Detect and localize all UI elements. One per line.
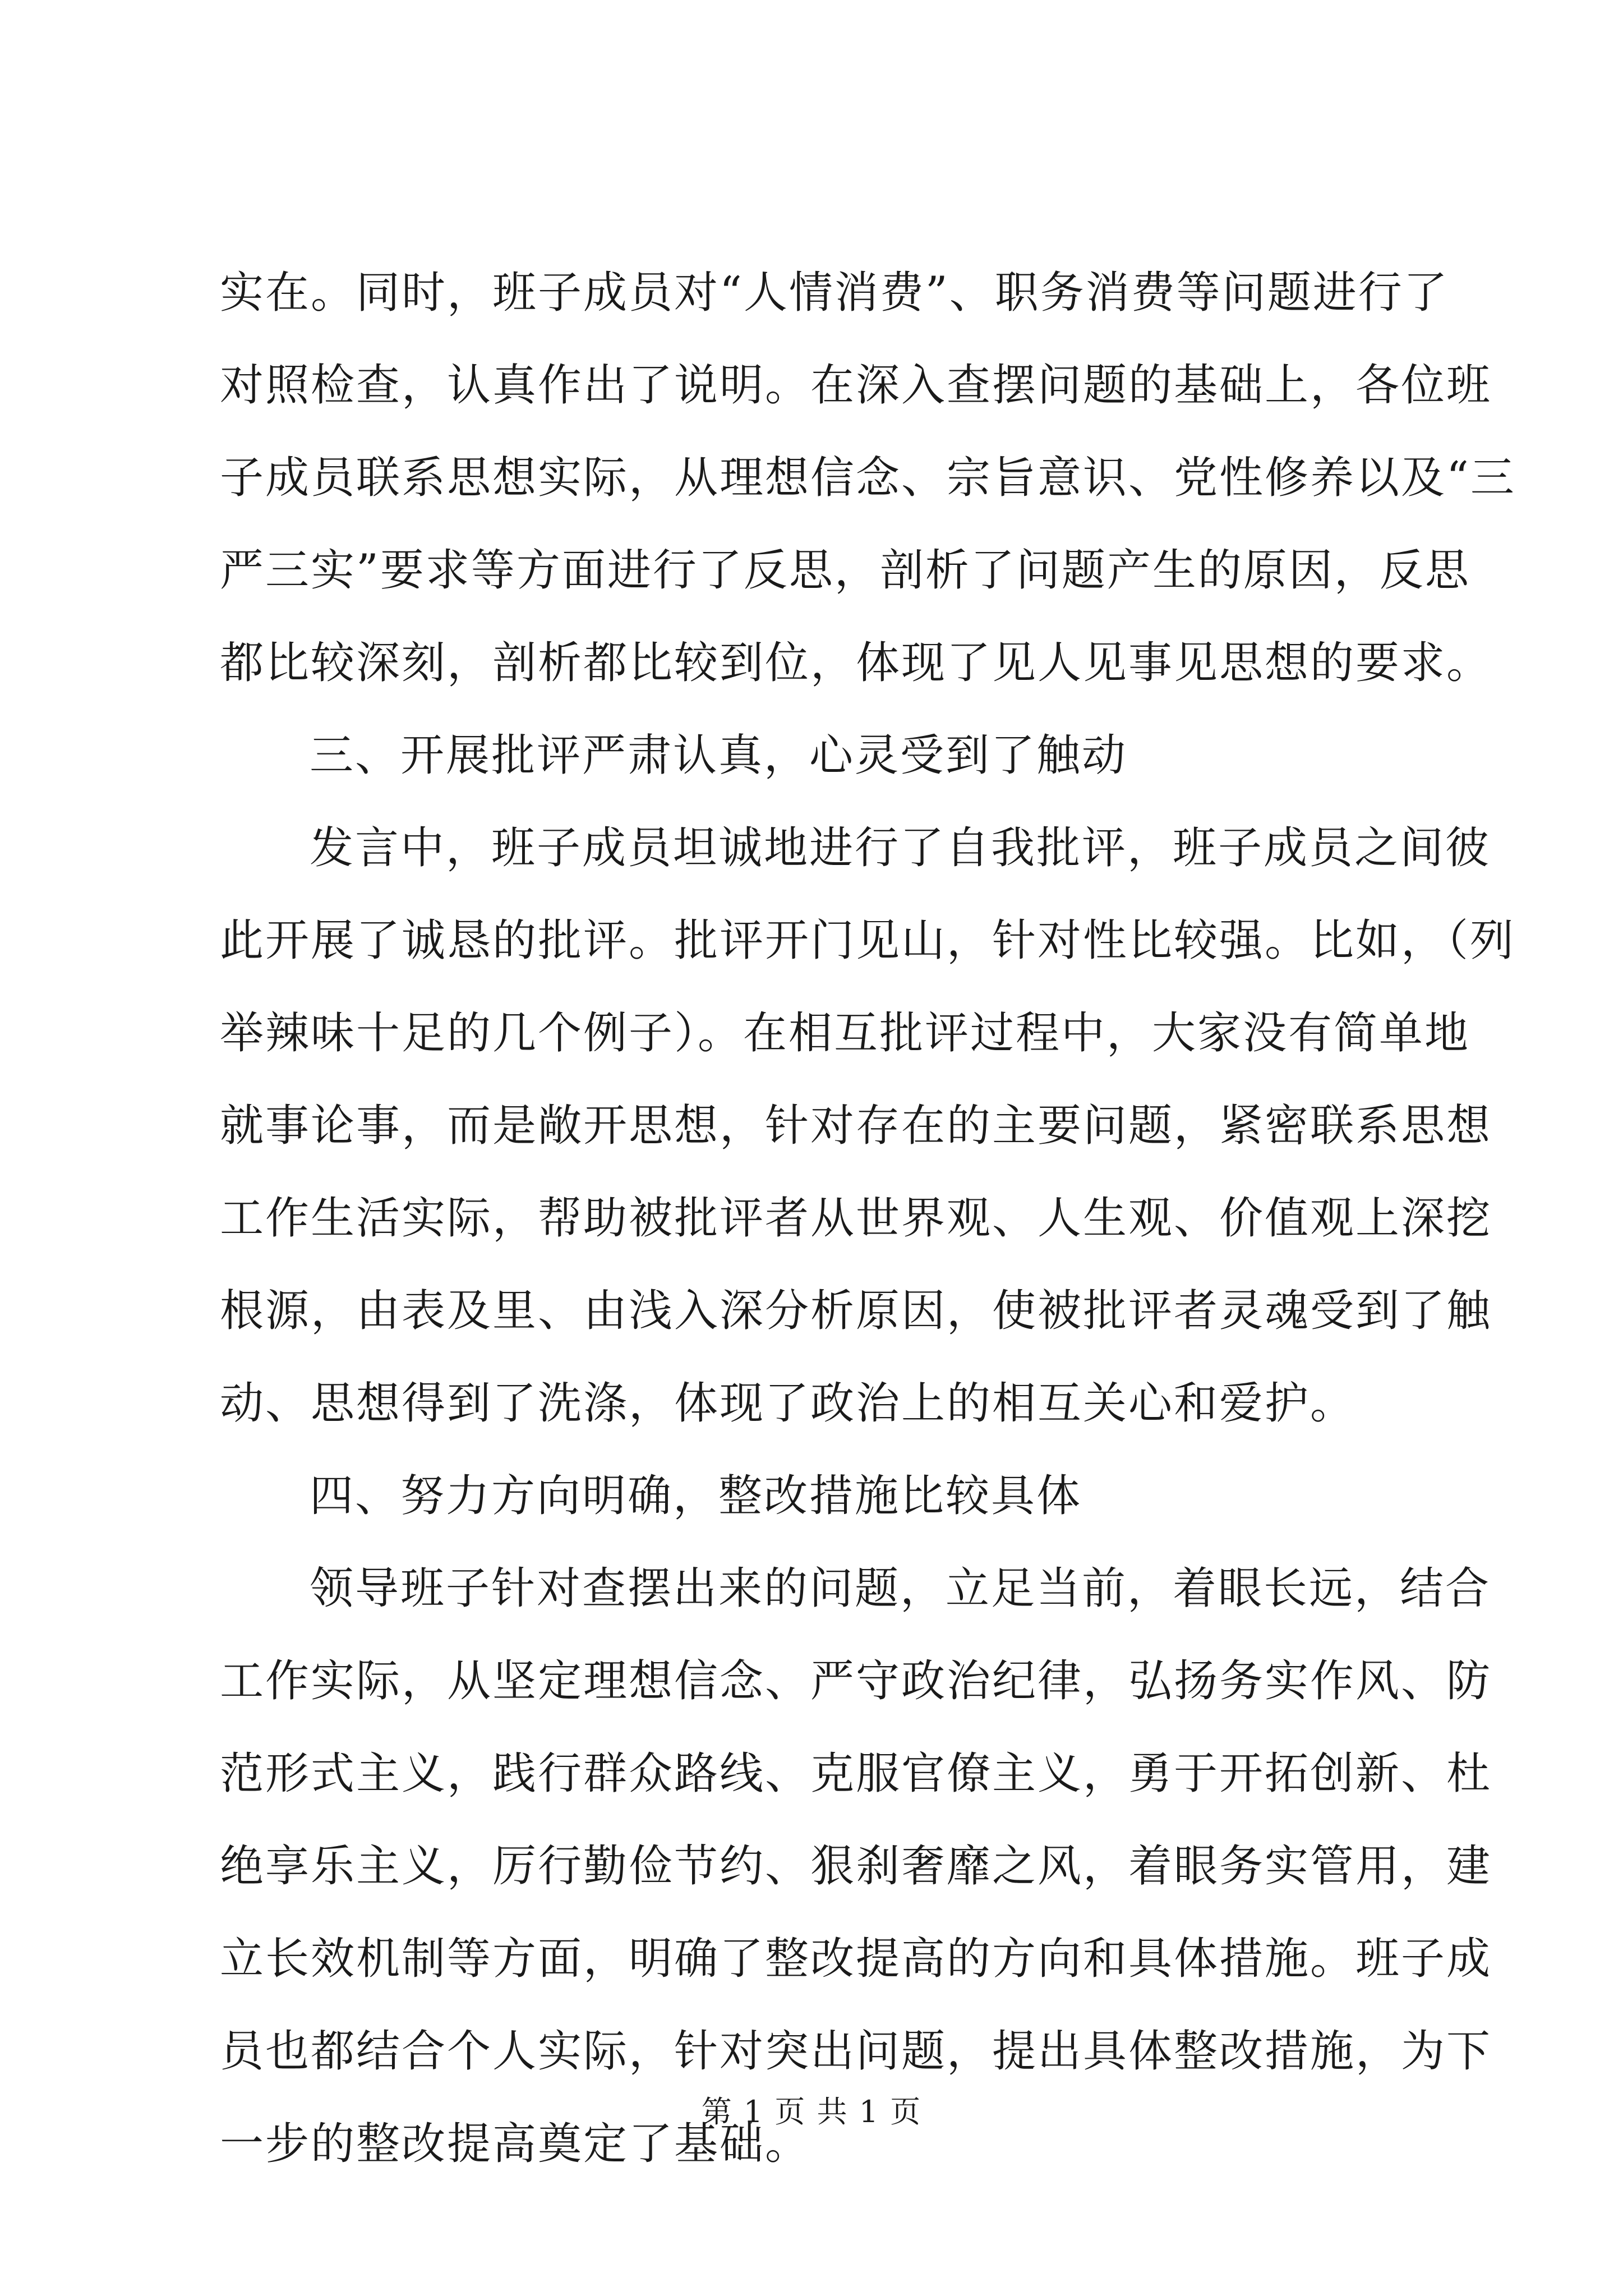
paragraph-line: 工作生活实际，帮助被批评者从世界观、人生观、价值观上深挖 (220, 1193, 1492, 1244)
paragraph-line: 都比较深刻，剖析都比较到位，体现了见人见事见思想的要求。 (220, 638, 1492, 688)
paragraph-line: 实在。同时，班子成员对“人情消费”、职务消费等问题进行了 (220, 268, 1449, 318)
paragraph-line: 严三实”要求等方面进行了反思，剖析了问题产生的原因，反思 (220, 545, 1470, 596)
paragraph-line: 对照检查，认真作出了说明。在深入查摆问题的基础上，各位班 (220, 360, 1492, 411)
paragraph-line: 员也都结合个人实际，针对突出问题，提出具体整改措施，为下 (220, 2026, 1492, 2077)
paragraph-line: 工作实际，从坚定理想信念、严守政治纪律，弘扬务实作风、防 (220, 1656, 1492, 1706)
paragraph-line: 动、思想得到了洗涤，体现了政治上的相互关心和爱护。 (220, 1378, 1356, 1429)
page-number-footer: 第 1 页 共 1 页 (701, 2094, 922, 2129)
paragraph-line: 一步的整改提高奠定了基础。 (220, 2119, 811, 2169)
section-heading-4: 四、努力方向明确，整改措施比较具体 (310, 1471, 1082, 1521)
paragraph-line: 子成员联系思想实际，从理想信念、宗旨意识、党性修养以及“三 (220, 453, 1516, 503)
paragraph-line: 立长效机制等方面，明确了整改提高的方向和具体措施。班子成 (220, 1934, 1492, 1984)
section-heading-3: 三、开展批评严肃认真，心灵受到了触动 (310, 730, 1128, 781)
document-body (220, 247, 1516, 2191)
paragraph-line: 根源，由表及里、由浅入深分析原因，使被批评者灵魂受到了触 (220, 1286, 1492, 1336)
paragraph-line: 就事论事，而是敞开思想，针对存在的主要问题，紧密联系思想 (220, 1101, 1492, 1151)
paragraph-line: 范形式主义，践行群众路线、克服官僚主义，勇于开拓创新、杜 (220, 1749, 1492, 1799)
paragraph-line: 举辣味十足的几个例子）。在相互批评过程中，大家没有简单地 (220, 1008, 1470, 1059)
paragraph-line: 领导班子针对查摆出来的问题，立足当前，着眼长远，结合 (310, 1563, 1491, 1614)
paragraph-line: 发言中，班子成员坦诚地进行了自我批评，班子成员之间彼 (310, 823, 1491, 873)
paragraph-line: 此开展了诚恳的批评。批评开门见山，针对性比较强。比如，（列 (220, 915, 1516, 966)
paragraph-line: 绝享乐主义，厉行勤俭节约、狠刹奢靡之风，着眼务实管用，建 (220, 1841, 1492, 1892)
